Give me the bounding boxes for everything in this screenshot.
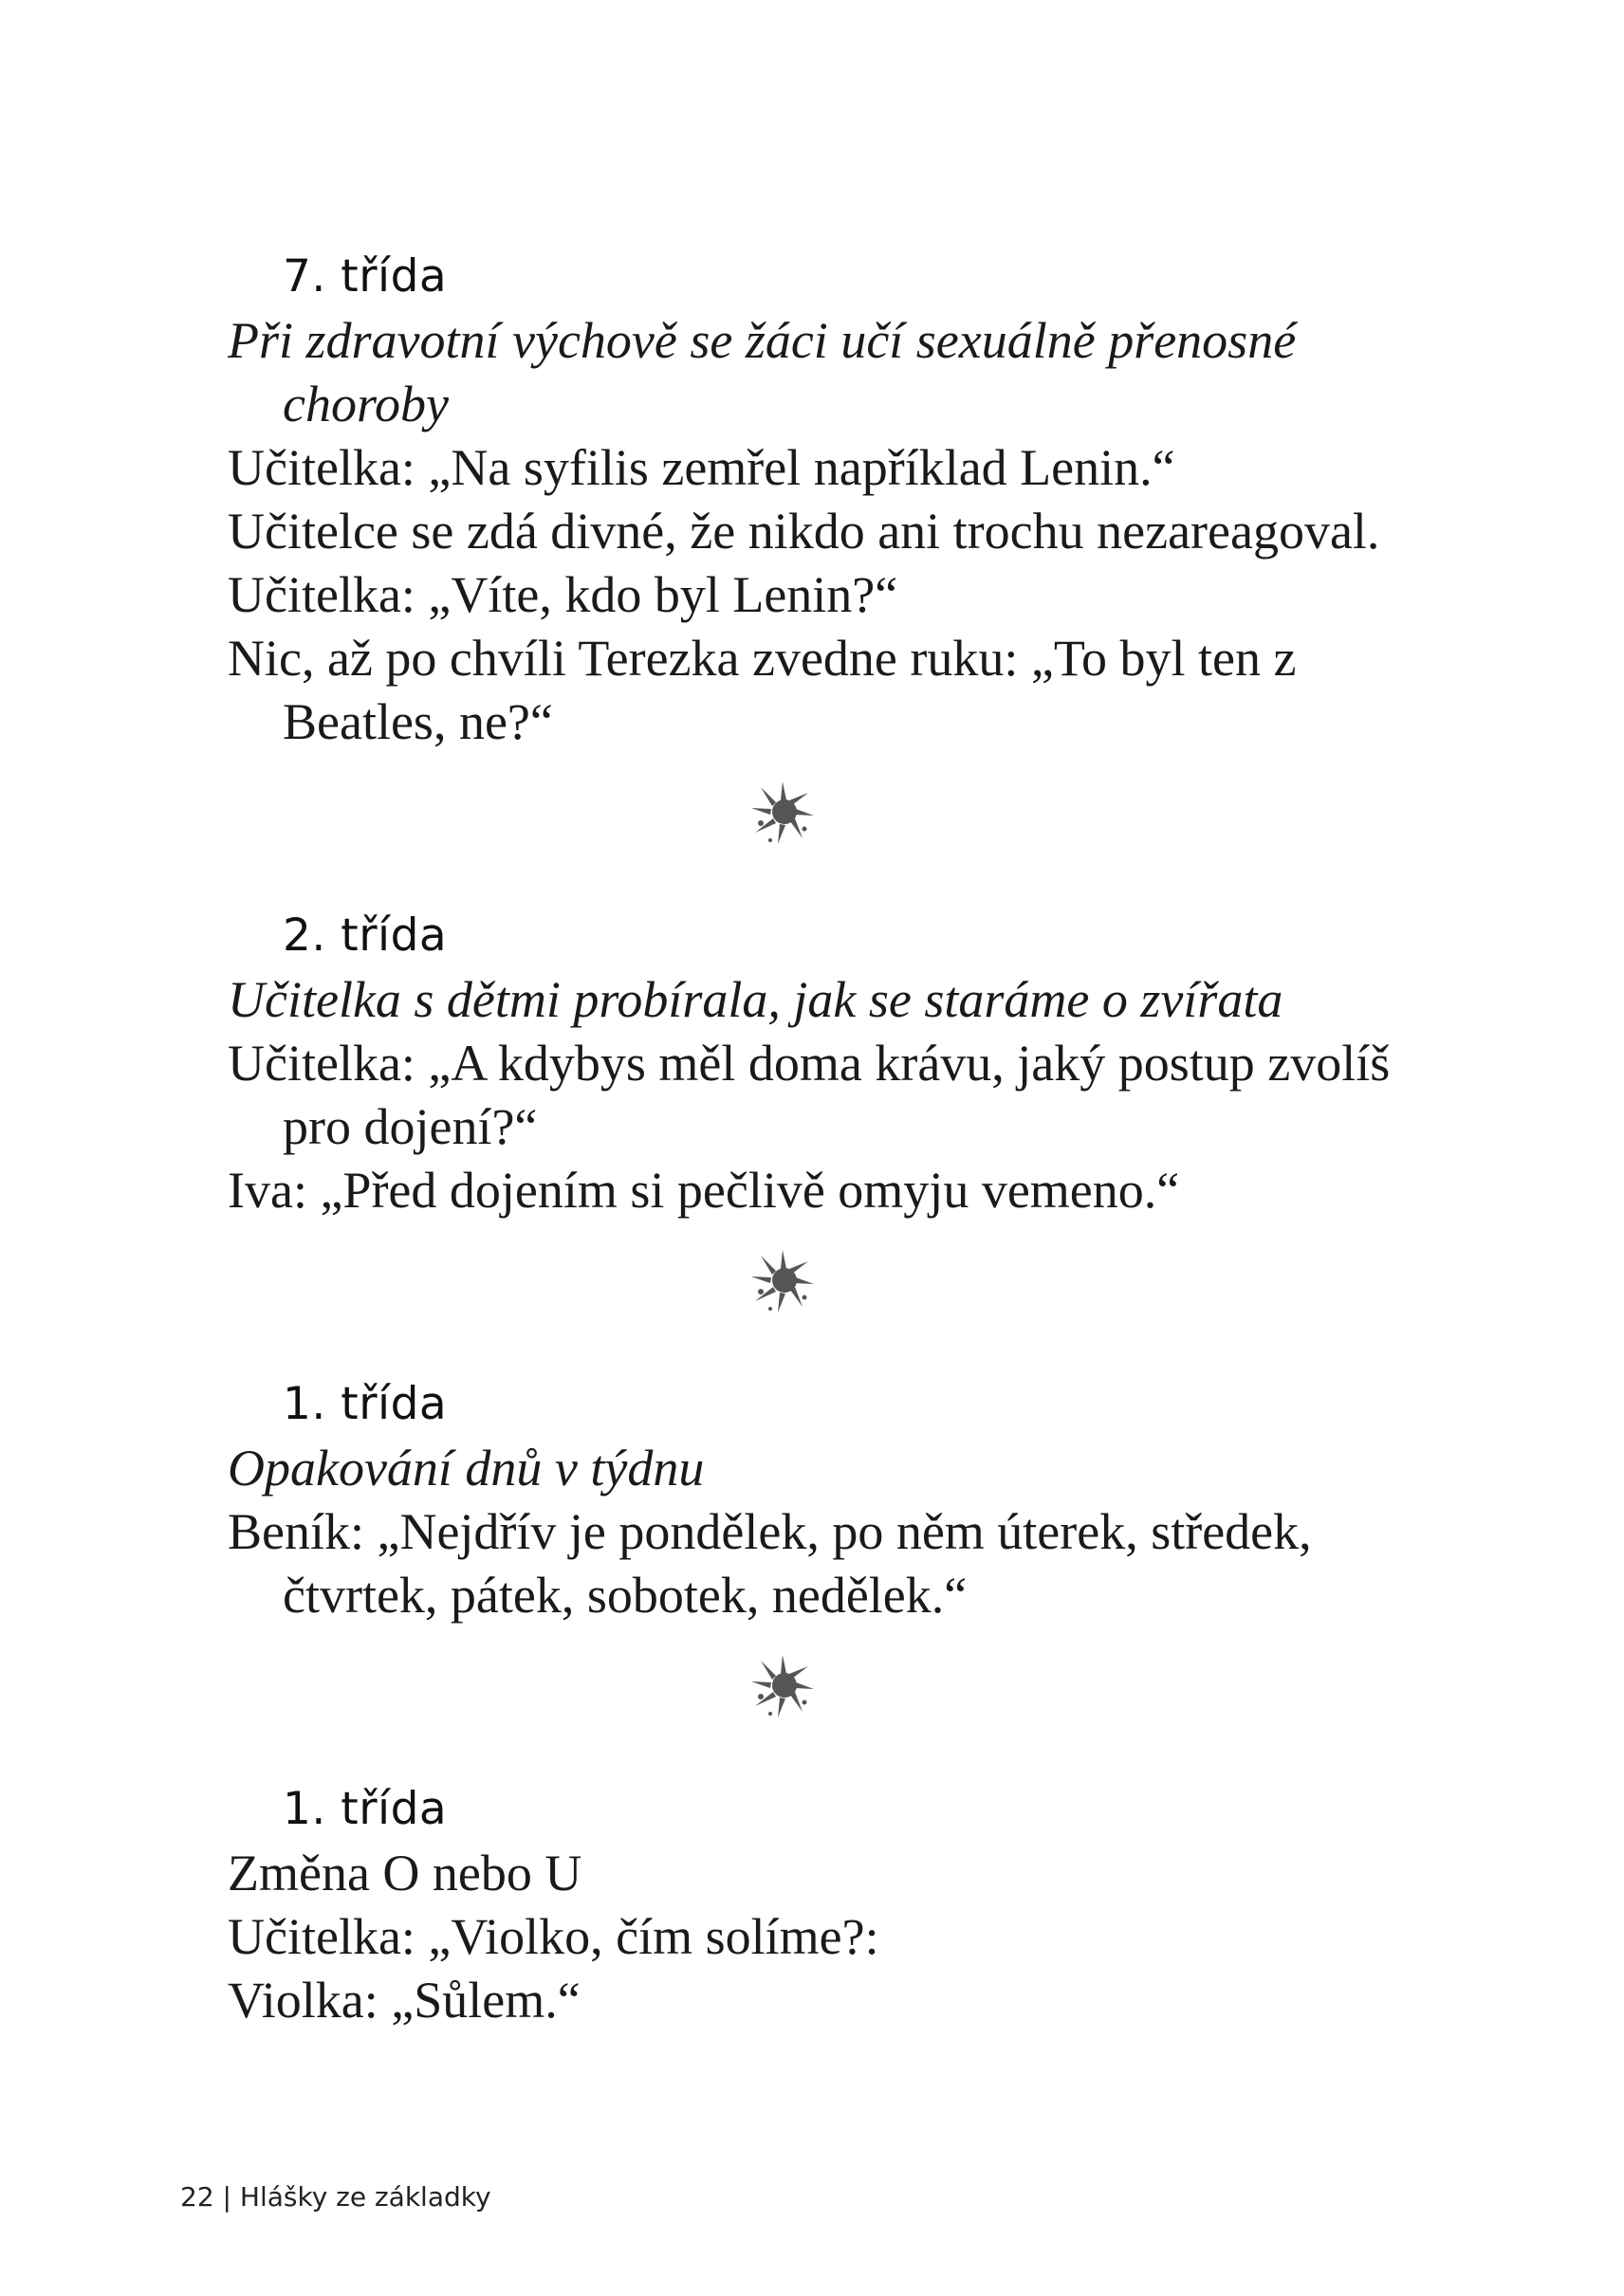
dialogue-line: Violka: „Sůlem.“ <box>228 1972 581 2029</box>
dialogue-line: Iva: „Před dojením si pečlivě omyju vemeno.“ <box>228 1162 1180 1219</box>
section-heading: 7. třída <box>283 250 448 303</box>
section-context: Učitelka s dětmi probírala, jak se staráme o zvířata <box>228 971 1283 1028</box>
section-heading: 2. třída <box>283 909 448 962</box>
dialogue-line: Učitelka: „Na syfilis zemřel například Lenin.“ <box>228 439 1175 496</box>
section-divider <box>228 1222 1461 1340</box>
dialogue-line: Učitelka: „Violko, čím solíme?: <box>228 1908 879 1965</box>
section-context: Změna O nebo U <box>228 1845 582 1901</box>
anecdote-section <box>228 245 1461 754</box>
anecdote-section <box>228 904 1461 1222</box>
splat-icon <box>749 780 816 846</box>
footer-separator: | <box>222 2181 231 2213</box>
section-heading: 1. třída <box>283 1783 448 1835</box>
anecdote-section <box>228 1777 1461 2032</box>
anecdote-section <box>228 1372 1461 1627</box>
page-footer <box>180 2181 491 2213</box>
dialogue-line: Učitelka: „A kdybys měl doma krávu, jaký postup zvolíš pro dojení?“ <box>228 1035 1391 1155</box>
section-heading: 1. třída <box>283 1378 448 1430</box>
dialogue-line: Učitelce se zdá divné, že nikdo ani trochu nezareagoval. <box>228 503 1380 560</box>
dialogue-line: Učitelka: „Víte, kdo byl Lenin?“ <box>228 566 898 623</box>
dialogue-line: Beník: „Nejdřív je pondělek, po něm úterek, středek, čtvrtek, pátek, sobotek, nedělek.“ <box>228 1503 1312 1624</box>
splat-icon <box>749 1248 816 1314</box>
section-divider <box>228 1627 1461 1745</box>
page-content <box>228 245 1461 2032</box>
section-divider <box>228 754 1461 872</box>
section-context: Opakování dnů v týdnu <box>228 1440 705 1497</box>
splat-icon <box>749 1653 816 1719</box>
running-title: Hlášky ze základky <box>239 2181 491 2213</box>
section-context: Při zdravotní výchově se žáci učí sexuálně přenosné choroby <box>228 312 1297 432</box>
page-number: 22 <box>180 2181 214 2213</box>
dialogue-line: Nic, až po chvíli Terezka zvedne ruku: „To byl ten z Beatles, ne?“ <box>228 630 1297 750</box>
